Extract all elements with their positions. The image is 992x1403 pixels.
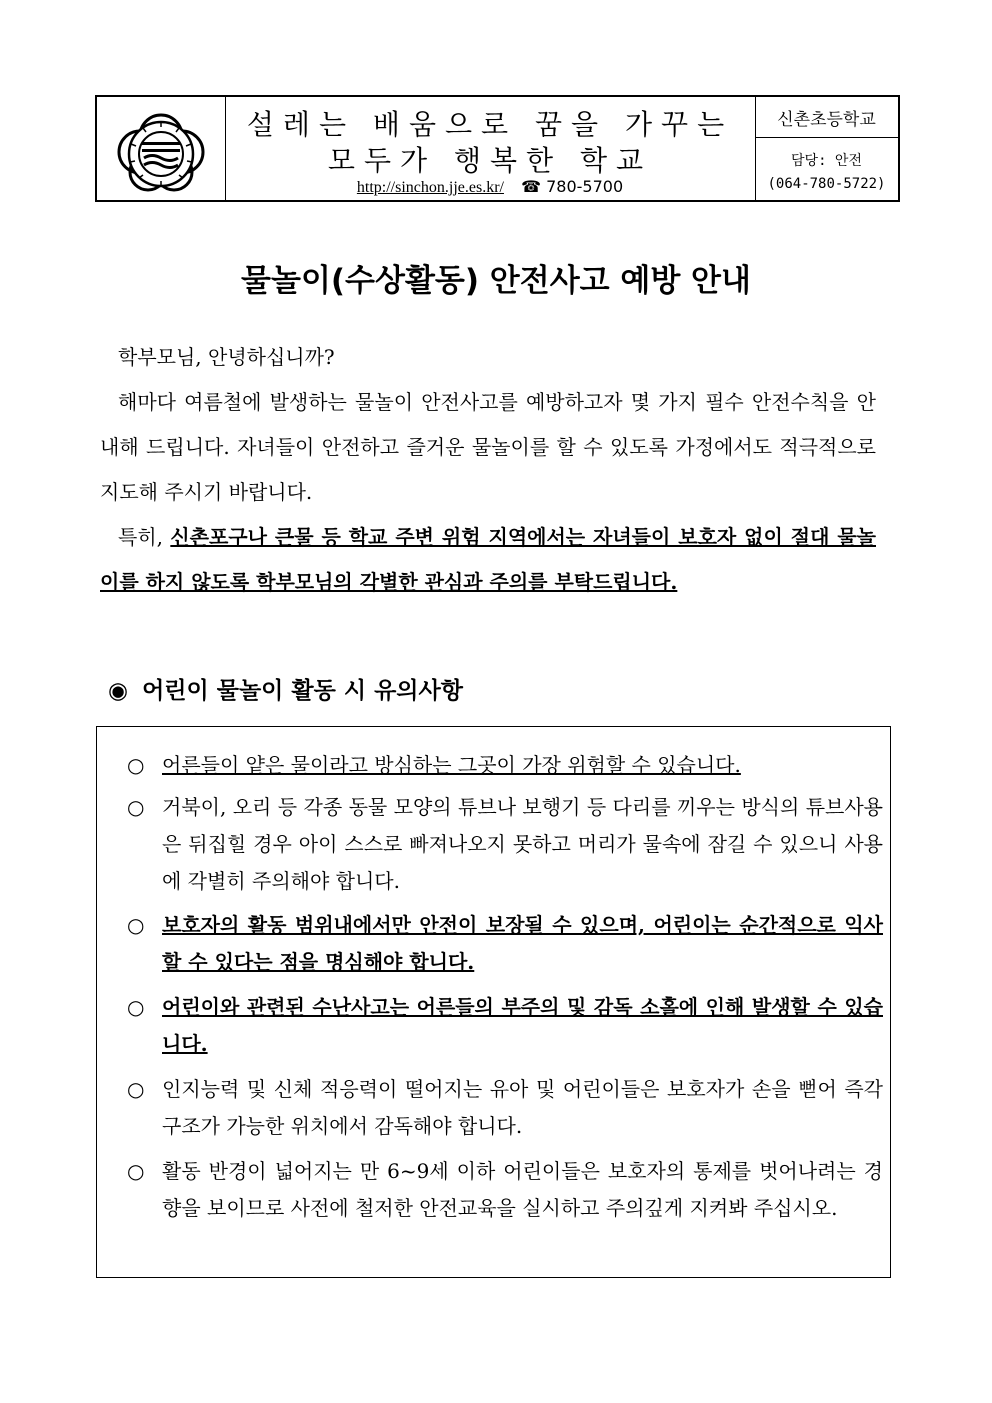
school-emblem-icon (113, 106, 209, 192)
warning-prefix: 특히, (118, 525, 171, 549)
list-item-text: 인지능력 및 신체 적응력이 떨어지는 유아 및 어린이들은 보호자가 손을 뻗어 즉각 구조가 가능한 위치에서 감독해야 합니다. (162, 1077, 883, 1138)
section-heading (108, 672, 463, 705)
list-item (127, 907, 883, 981)
warning-emphasis: 신촌포구나 큰물 등 학교 주변 위험 지역에서는 자녀들이 보호자 없이 절대 물놀이를 하지 않도록 학부모님의 각별한 관심과 주의를 부탁드립니다. (100, 525, 876, 594)
list-item (127, 989, 883, 1063)
school-name: 신촌초등학교 (755, 97, 898, 138)
circle-bullet-icon: ○ (127, 1159, 145, 1183)
logo-cell (97, 97, 226, 200)
phone-number: 780-5700 (546, 177, 624, 196)
intro-paragraph: 해마다 여름철에 발생하는 물놀이 안전사고를 예방하고자 몇 가지 필수 안전수칙을 안내해 드립니다. 자녀들이 안전하고 즐거운 물놀이를 할 수 있도록 가정에서도 적극적으로 지도해 주시기 바랍니다. (100, 390, 876, 504)
charge-phone: (064-780-5722) (767, 176, 886, 192)
school-header (95, 95, 900, 202)
charge-person: 담당: 안전 (791, 153, 862, 169)
list-item-text: 보호자의 활동 범위내에서만 안전이 보장될 수 있으며, 어린이는 순간적으로 익사할 수 있다는 점을 명심해야 합니다. (162, 913, 883, 974)
motto-line-1: 설레는 배움으로 꿈을 가꾸는 (246, 108, 734, 141)
list-item-text: 어른들이 얕은 물이라고 방심하는 그곳이 가장 위험할 수 있습니다. (162, 753, 741, 777)
list-item-text: 활동 반경이 넓어지는 만 6~9세 이하 어린이들은 보호자의 통제를 벗어나려는 경향을 보이므로 사전에 철저한 안전교육을 실시하고 주의깊게 지켜봐 주십시오. (162, 1159, 883, 1220)
section-heading-text: 어린이 물놀이 활동 시 유의사항 (142, 678, 463, 704)
school-info-cell (755, 97, 898, 200)
list-item (127, 1153, 883, 1227)
phone-icon: ☎ (521, 177, 541, 196)
circle-bullet-icon: ○ (127, 913, 145, 937)
list-item (127, 789, 883, 900)
circle-bullet-icon: ○ (127, 753, 145, 777)
warning-paragraph (100, 515, 876, 605)
motto-cell (225, 97, 756, 200)
precautions-box (96, 726, 891, 1278)
page-title: 물놀이(수상활동) 안전사고 예방 안내 (241, 263, 751, 299)
circle-bullet-icon: ○ (127, 795, 145, 819)
list-item (127, 747, 883, 784)
circle-bullet-icon: ○ (127, 995, 145, 1019)
school-url-link[interactable]: http://sinchon.jje.es.kr/ (356, 179, 504, 196)
contact-line (225, 177, 755, 197)
list-item (127, 1071, 883, 1145)
list-item-text: 거북이, 오리 등 각종 동물 모양의 튜브나 보행기 등 다리를 끼우는 방식의 튜브사용은 뒤집힐 경우 아이 스스로 빠져나오지 못하고 머리가 물속에 잠길 수 있으니 사용에 각별히 주의해야 합니다. (162, 795, 883, 893)
fisheye-bullet-icon: ◉ (108, 678, 129, 704)
motto-line-2: 모두가 행복한 학교 (327, 144, 653, 177)
greeting: 학부모님, 안녕하십니까? (118, 345, 335, 369)
circle-bullet-icon: ○ (127, 1077, 145, 1101)
list-item-text: 어린이와 관련된 수난사고는 어른들의 부주의 및 감독 소홀에 인해 발생할 수 있습니다. (162, 995, 883, 1056)
